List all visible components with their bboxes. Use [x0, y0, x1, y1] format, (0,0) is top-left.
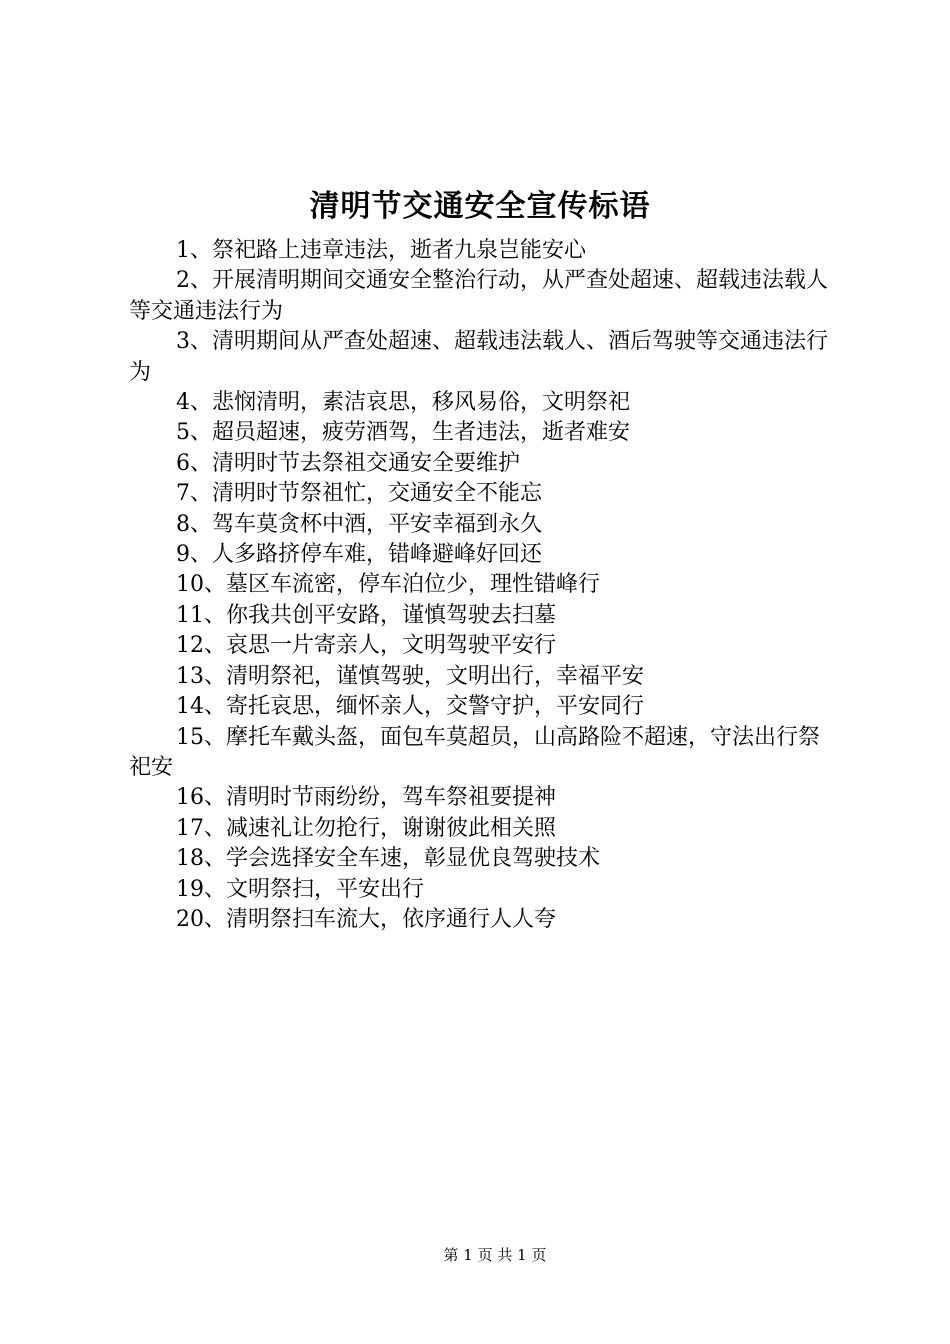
- slogan-item: 1、祭祀路上违章违法，逝者九泉岂能安心: [176, 238, 586, 263]
- slogan-item: 4、悲悯清明，素洁哀思，移风易俗，文明祭祀: [176, 390, 630, 416]
- slogan-item: 13、清明祭祀，谨慎驾驶，文明出行，幸福平安: [176, 663, 644, 689]
- slogan-list: [129, 236, 834, 935]
- slogan-item: 7、清明时节祭祖忙，交通安全不能忘: [176, 481, 542, 507]
- slogan-item: 5、超员超速，疲劳酒驾，生者违法，逝者难安: [176, 420, 630, 446]
- slogan-item: 17、减速礼让勿抢行，谢谢彼此相关照: [176, 815, 556, 841]
- slogan-item: 18、学会选择安全车速，彰显优良驾驶技术: [176, 846, 600, 872]
- slogan-item: 10、墓区车流密，停车泊位少，理性错峰行: [176, 572, 600, 598]
- slogan-item: 20、清明祭扫车流大，依序通行人人夸: [176, 906, 556, 932]
- slogan-item: 8、驾车莫贪杯中酒，平安幸福到永久: [176, 511, 542, 537]
- slogan-item: 15、摩托车戴头盔，面包车莫超员，山高路险不超速，守法出行祭祀安: [129, 724, 820, 780]
- document-title: 清明节交通安全宣传标语: [309, 189, 651, 224]
- slogan-item: 19、文明祭扫，平安出行: [176, 876, 424, 902]
- slogan-item: 6、清明时节去祭祖交通安全要维护: [176, 450, 520, 476]
- slogan-item: 2、开展清明期间交通安全整治行动，从严查处超速、超载违法载人等交通违法行为: [129, 268, 828, 324]
- slogan-item: 9、人多路挤停车难，错峰避峰好回还: [176, 542, 542, 568]
- slogan-item: 11、你我共创平安路，谨慎驾驶去扫墓: [176, 602, 556, 628]
- slogan-item: 3、清明期间从严查处超速、超载违法载人、酒后驾驶等交通违法行为: [129, 329, 828, 385]
- slogan-item: 14、寄托哀思，缅怀亲人，交警守护，平安同行: [176, 694, 644, 720]
- slogan-item: 12、哀思一片寄亲人，文明驾驶平安行: [176, 633, 556, 659]
- slogan-item: 16、清明时节雨纷纷，驾车祭祖要提神: [176, 785, 556, 811]
- page-footer: 第 1 页 共 1 页: [443, 1246, 547, 1264]
